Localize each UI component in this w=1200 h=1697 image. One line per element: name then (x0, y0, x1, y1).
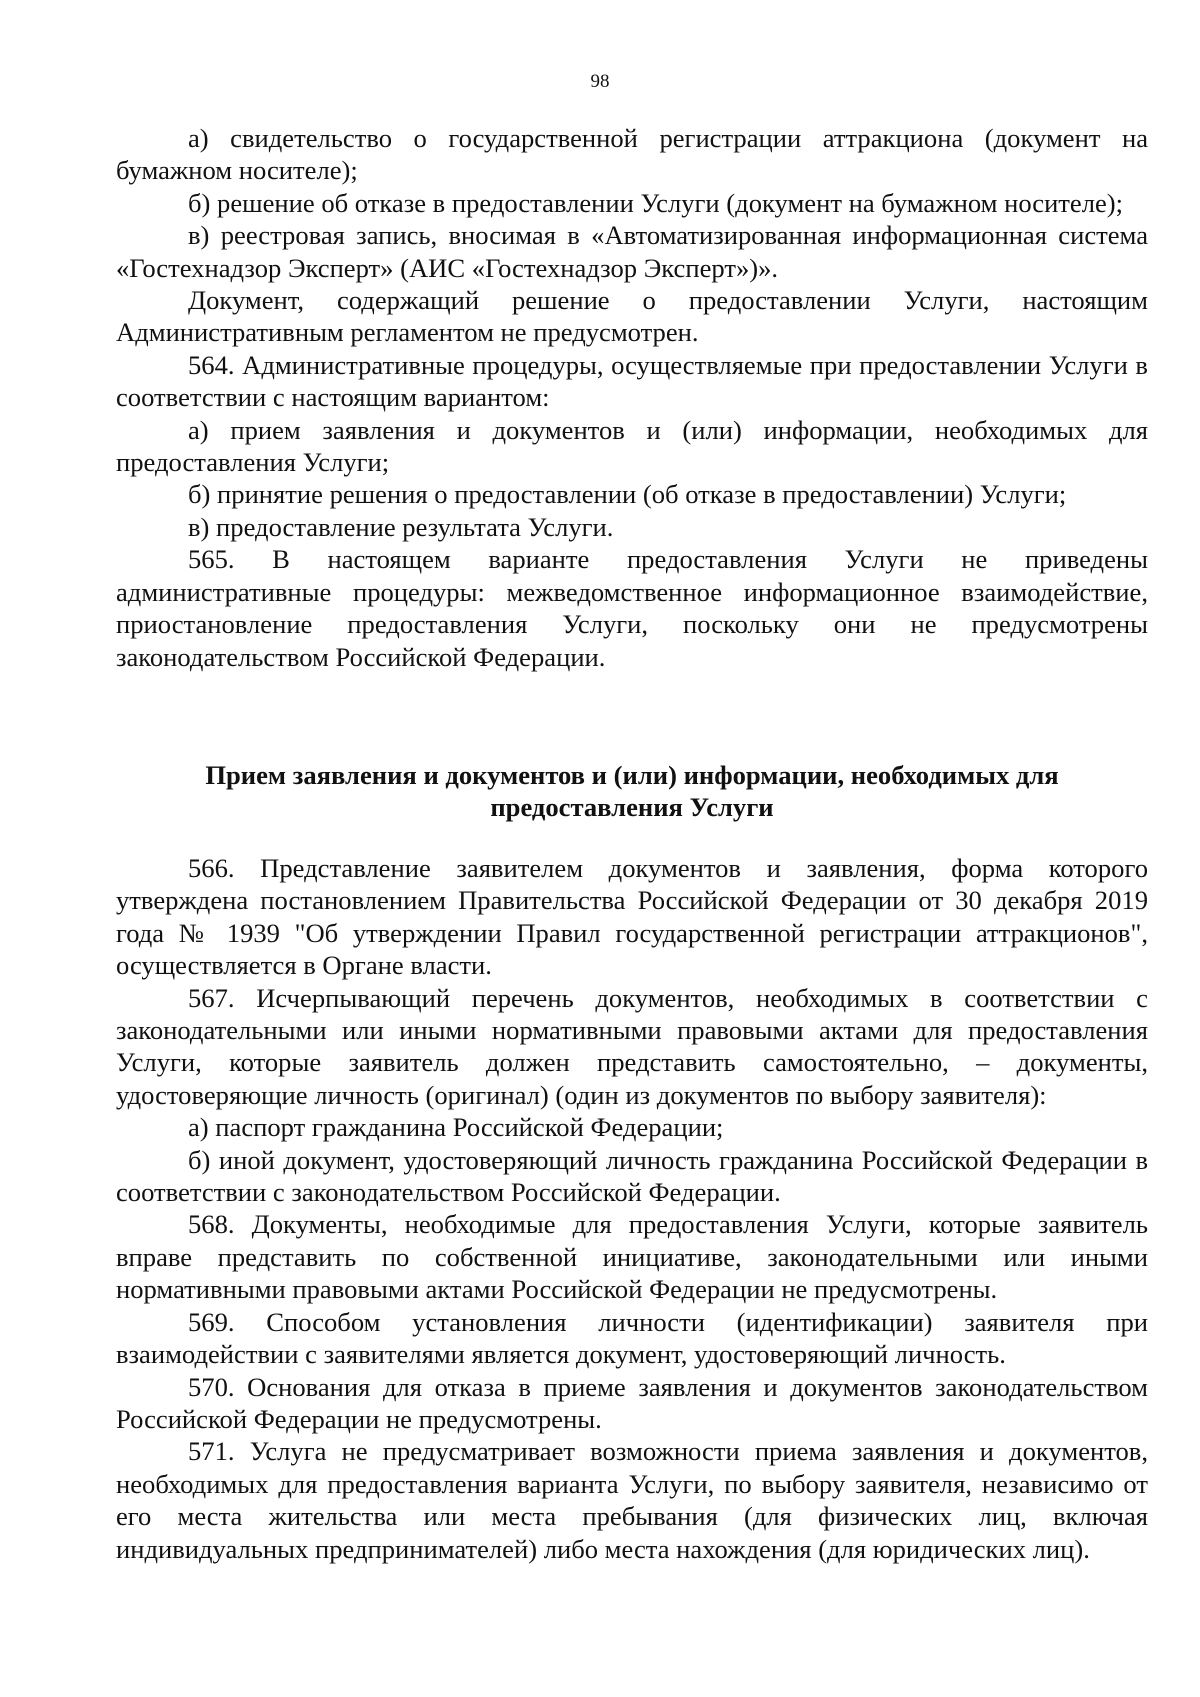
paragraph-571: 571. Услуга не предусматривает возможности приема заявления и документов, необходимых для предоставления варианта Услуги, по выбору заявителя, независимо от его места жительства или места пребывания (для физических лиц, включая индивидуальных предпринимателей) либо места нахождения (для юридических лиц). (116, 1436, 1148, 1564)
paragraph-564: 564. Административные процедуры, осуществляемые при предоставлении Услуги в соответствии с настоящим вариантом: (116, 349, 1148, 413)
text-block-top (116, 122, 1148, 673)
paragraph-item-v-registry: в) реестровая запись, вносимая в «Автоматизированная информационная система «Гостехнадзор Эксперт» (АИС «Гостехнадзор Эксперт»)». (116, 220, 1148, 283)
paragraph-564-v: в) предоставление результата Услуги. (188, 511, 614, 542)
paragraph-570: 570. Основания для отказа в приеме заявления и документов законодательством Российской Федерации не предусмотрены. (116, 1371, 1148, 1434)
paragraph-567-a: а) паспорт гражданина Российской Федерации; (188, 1112, 724, 1143)
paragraph-567: 567. Исчерпывающий перечень документов, необходимых в соответствии с законодательными или иными нормативными правовыми актами для предоставления Услуги, которые заявитель должен представить самостоятельно, – документы, удостоверяющие личность (оригинал) (один из документов по выбору заявителя): (116, 982, 1148, 1110)
page-number: 98 (590, 71, 610, 92)
section-heading: Прием заявления и документов и (или) информации, необходимых для предоставления Услуги (205, 760, 1059, 822)
paragraph-decision-document: Документ, содержащий решение о предоставлении Услуги, настоящим Административным регламентом не предусмотрен. (116, 285, 1148, 348)
paragraph-569: 569. Способом установления личности (идентификации) заявителя при взаимодействии с заявителями является документ, удостоверяющий личность. (116, 1306, 1148, 1370)
paragraph-566: 566. Представление заявителем документов и заявления, форма которого утверждена постановлением Правительства Российской Федерации от 30 декабря 2019 года № 1939 "Об утверждении Правил государственной регистрации аттракционов", осуществляется в Органе власти. (116, 853, 1148, 981)
paragraph-568: 568. Документы, необходимые для предоставления Услуги, которые заявитель вправе представить по собственной инициативе, законодательными или иными нормативными правовыми актами Российской Федерации не предусмотрены. (116, 1209, 1148, 1305)
text-block-bottom (116, 852, 1148, 1565)
paragraph-item-a-certificate: а) свидетельство о государственной регистрации аттракциона (документ на бумажном носителе); (116, 123, 1148, 186)
paragraph-567-b: б) иной документ, удостоверяющий личность гражданина Российской Федерации в соответствии с законодательством Российской Федерации. (116, 1144, 1148, 1208)
paragraph-565: 565. В настоящем варианте предоставления Услуги не приведены административные процедуры: межведомственное информационное взаимодействие, приостановление предоставления Услуги, поскольку они не предусмотрены законодательством Российской Федерации. (116, 544, 1148, 672)
paragraph-564-b: б) принятие решения о предоставлении (об отказе в предоставлении) Услуги; (188, 479, 1067, 510)
paragraph-item-b-refusal: б) решение об отказе в предоставлении Услуги (документ на бумажном носителе); (188, 187, 1124, 218)
paragraph-564-a: а) прием заявления и документов и (или) информации, необходимых для предоставления Услуги; (116, 414, 1148, 478)
